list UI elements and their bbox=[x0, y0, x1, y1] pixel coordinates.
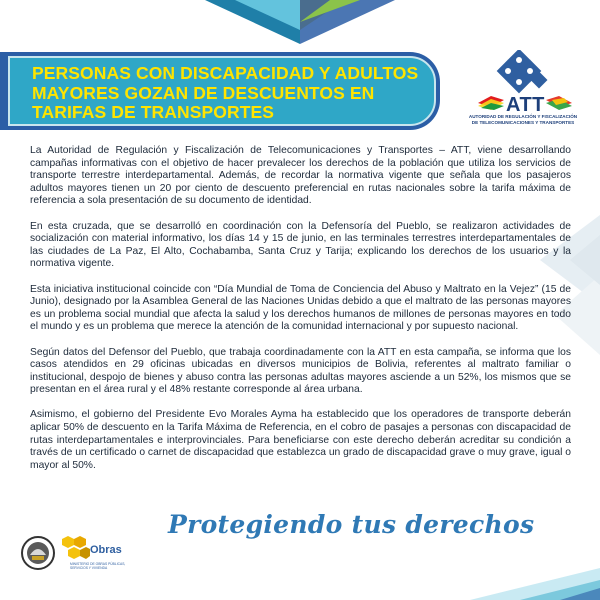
paragraph: Esta iniciativa institucional coincide con “Día Mundial de Toma de Conciencia del Abuso y Maltrato en la Vejez” (15 de Junio), designado por la Asamblea General de las Naciones Unidas debido a que el maltrato de las personas mayores es un problema social mundial que afecta la salud y los derechos humanos de millones de personas mayores en todo el mundo y es un problema que merece la atención de la comunidad internacional y por supuesto nacional. bbox=[30, 283, 571, 333]
att-logo-subtitle: AUTORIDAD DE REGULACIÓN Y FISCALIZACIÓN DE TELECOMUNICACIONES Y TRANSPORTES bbox=[468, 114, 578, 125]
bottom-decoration bbox=[430, 560, 600, 600]
obras-logo bbox=[60, 535, 135, 575]
paragraph: En esta cruzada, que se desarrolló en coordinación con la Defensoría del Pueblo, se realizaron actividades de socialización con material informativo, los días 14 y 15 de junio, en las terminales terrestres interdepartamentales de las ciudades de La Paz, El Alto, Cochabamba, Santa Cruz y Tarija; explicando los derechos de los usuarios y la normativa vigente. bbox=[30, 220, 571, 270]
article-body bbox=[30, 145, 571, 485]
att-logo-text: ATT bbox=[506, 94, 545, 116]
wiphala-flag-icon bbox=[546, 96, 572, 110]
att-emblem-icon bbox=[492, 50, 554, 94]
att-logo bbox=[468, 50, 578, 128]
paragraph: Según datos del Defensor del Pueblo, que trabaja coordinadamente con la ATT en esta campaña, se informa que los casos atendidos en 29 oficinas ubicadas en diversos municipios de Bolivia, referentes al maltrato familiar o institucional, despojo de bienes y abuso contra las personas adultas mayores asciende a un 52%, los mismos que se presentan en el área rural y el 48% restante corresponde al área urbana. bbox=[30, 346, 571, 396]
top-chevron-decoration bbox=[0, 0, 600, 50]
obras-logo-text: Obras bbox=[90, 544, 122, 556]
obras-logo-subtitle: MINISTERIO DE OBRAS PÚBLICAS, SERVICIOS Y VIVIENDA bbox=[70, 562, 126, 570]
paragraph: La Autoridad de Regulación y Fiscalización de Telecomunicaciones y Transportes – ATT, viene desarrollando campañas informativas con el objetivo de hacer prevalecer los derechos de la población que utiliza los servicios de transporte terrestre interdepartamental. Además, de recordar la normativa vigente que señala que los pasajeros adultos mayores tienen un 20 por ciento de descuento preferencial en rutas nacionales sobre la tarifa máxima de referencia a sola presentación de su documento de identidad. bbox=[30, 145, 571, 207]
page-title: PERSONAS CON DISCAPACIDAD Y ADULTOS MAYORES GOZAN DE DESCUENTOS EN TARIFAS DE TRANSPORTES bbox=[32, 63, 419, 122]
slogan: Protegiendo tus derechos bbox=[168, 510, 535, 539]
coat-of-arms-seal-icon bbox=[20, 533, 56, 573]
obras-honeycomb-icon bbox=[60, 535, 90, 561]
title-banner bbox=[0, 52, 440, 130]
bolivia-flag-icon bbox=[478, 96, 504, 110]
paragraph: Asimismo, el gobierno del Presidente Evo Morales Ayma ha establecido que los operadores de transporte deberán aplicar 50% de descuento en la Tarifa Máxima de Referencia, en el cobro de pasajes a personas con discapacidad de rutas interdepartamentales e interprovinciales. Para beneficiarse con este derecho deberán acreditar su condición a través de un certificado o carnet de discapacidad que establezca un grado de discapacidad grave o muy grave, igual o mayor al 50%. bbox=[30, 409, 571, 471]
